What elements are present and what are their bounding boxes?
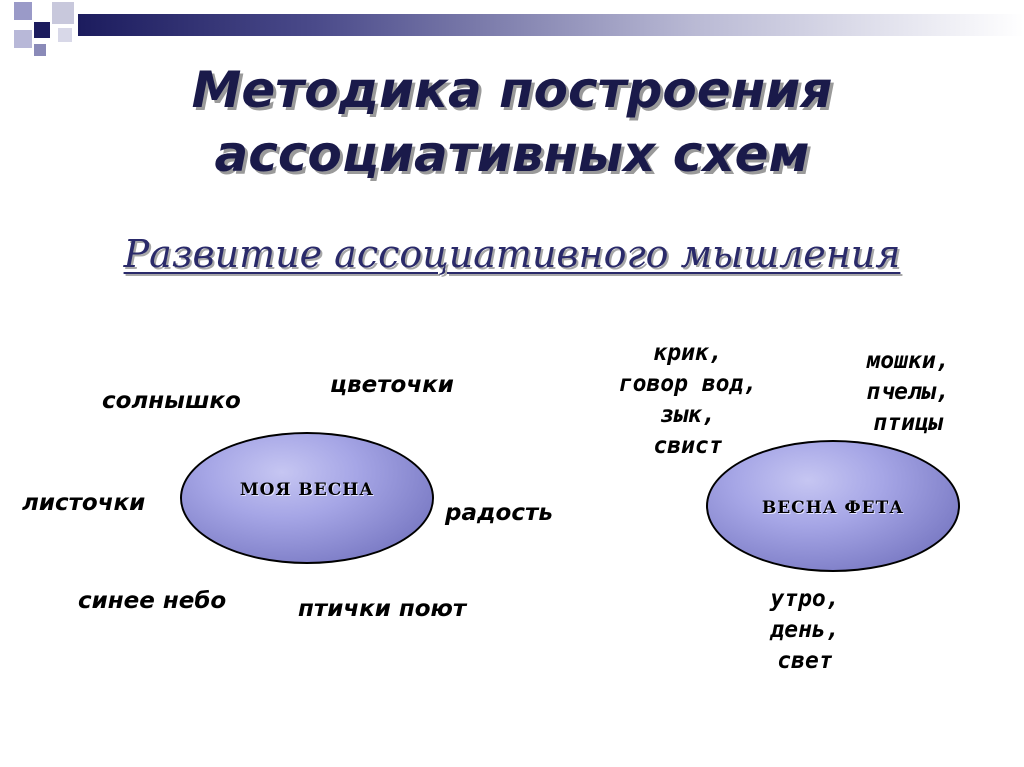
- title-line-2: ассоциативных схем: [214, 125, 810, 183]
- word-birds-sing: птички поют: [298, 596, 467, 622]
- cluster-sounds: [604, 338, 772, 462]
- word-joy: радость: [445, 500, 553, 526]
- cluster-insects: [838, 346, 978, 439]
- word-flowers: цветочки: [330, 372, 454, 398]
- slide-subtitle: [0, 228, 1024, 280]
- cluster-insects-line: мошки,: [866, 348, 950, 374]
- cluster-sounds-line: крик,: [653, 340, 723, 366]
- slide-title: [0, 58, 1024, 186]
- ellipse-label-my-spring: МОЯ ВЕСНА: [239, 480, 375, 500]
- word-sunshine: солнышко: [102, 388, 241, 414]
- cluster-insects-line: пчелы,: [866, 379, 950, 405]
- cluster-sounds-line: зык,: [660, 402, 716, 428]
- cluster-time-line: утро,: [770, 586, 840, 612]
- header-gradient-bar: [78, 14, 1024, 36]
- cluster-insects-line: птицы: [873, 410, 943, 436]
- ellipse-my-spring: [180, 432, 434, 564]
- word-blue-sky: синее небо: [78, 588, 227, 614]
- title-line-1: Методика построения: [191, 61, 833, 119]
- ellipse-label-fet-spring: ВЕСНА ФЕТА: [761, 498, 905, 518]
- cluster-sounds-line: свист: [653, 433, 723, 459]
- cluster-time-line: свет: [777, 648, 833, 674]
- cluster-time: [745, 584, 865, 677]
- word-leaves: листочки: [22, 490, 146, 516]
- cluster-sounds-line: говор вод,: [618, 371, 758, 397]
- cluster-time-line: день,: [770, 617, 840, 643]
- subtitle-text: Развитие ассоциативного мышления: [123, 232, 901, 276]
